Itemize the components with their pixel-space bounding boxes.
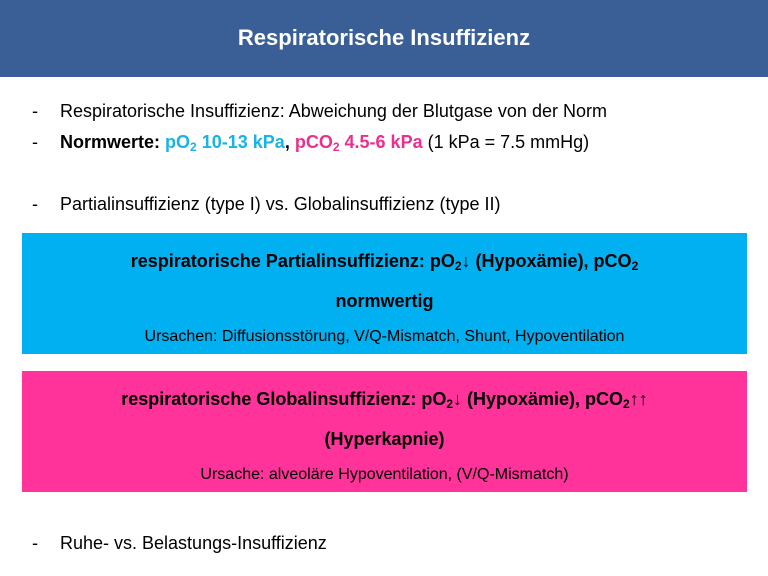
pco2-normal-value: pCO$_2$ 4.5-6 kPa <box>294 132 423 154</box>
bullet-dash: - <box>32 132 38 152</box>
bullet-dash: - <box>32 194 38 214</box>
bullet-text: Partialinsuffizienz (type I) vs. Globalinsuffizienz (type II) <box>60 194 501 214</box>
partialinsuffizienz-causes: Ursachen: Diffusionsstörung, V/Q-Mismatch, Shunt, Hypoventilation <box>144 328 625 345</box>
bullet-text: Respiratorische Insuffizienz: Abweichung der Blutgase von der Norm <box>60 101 607 121</box>
globalinsuffizienz-causes: Ursache: alveoläre Hypoventilation, (V/Q-Mismatch) <box>200 466 569 483</box>
bullet-item-definition <box>32 100 607 122</box>
partialinsuffizienz-box <box>22 233 747 354</box>
normwerte-label: Normwerte: <box>60 132 161 152</box>
separator-comma: , <box>284 132 290 152</box>
partialinsuffizienz-title: respiratorische Partialinsuffizienz: $pO_2↓$ (Hypoxämie), pCO$_2$ normwertig <box>130 251 639 311</box>
bullet-dash: - <box>32 101 38 121</box>
globalinsuffizienz-title: respiratorische Globalinsuffizienz: $pO_2↓$ (Hypoxämie), pCO$_2$↑↑ (Hyperkapnie) <box>121 389 648 449</box>
globalinsuffizienz-box <box>22 371 747 492</box>
bullet-item-types <box>32 193 501 215</box>
slide-title: Respiratorische Insuffizienz <box>237 24 531 50</box>
po2-normal-value: $pO_2$ 10-13 kPa <box>165 132 285 154</box>
slide-header <box>0 0 768 77</box>
bullet-dash: - <box>32 533 38 553</box>
bullet-item-ruhe-belastung <box>32 532 327 554</box>
bullet-item-normwerte <box>32 131 589 153</box>
unit-conversion: (1 kPa = 7.5 mmHg) <box>422 132 590 152</box>
bullet-text: Ruhe- vs. Belastungs-Insuffizienz <box>60 533 327 553</box>
